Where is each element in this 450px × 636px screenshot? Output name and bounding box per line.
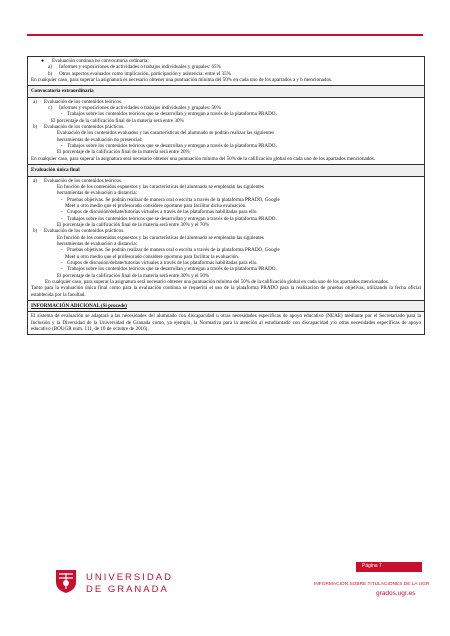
list-marker: b) (33, 124, 38, 131)
header-rule (27, 34, 423, 36)
list-marker: b) (33, 228, 38, 235)
university-name-line1: UNIVERSIDAD (86, 572, 173, 583)
section-body (28, 311, 424, 334)
line-text: El porcentaje de la calificación final de la materia será entre 20% (57, 149, 190, 156)
line-text: herramientas de evaluación a distancia: (57, 240, 138, 247)
bullet-icon: - (61, 111, 63, 118)
text-line (31, 156, 421, 162)
section-heading: INFORMACIÓN ADICIONAL (Si procede) (28, 300, 424, 311)
section-heading: Convocatoria extraordinaria (28, 85, 424, 96)
line-text: Trabajos sobre los contenidos teóricos que se desarrollan y entregan a través de la plataforma PRADO. (67, 266, 277, 273)
text-line (31, 313, 421, 332)
line-text: Tanto para la evaluación única final como para la evaluación continua se requerirá el uso de la plataforma PRADO para la realización de pruebas objetivas, utilizando la fecha oficial establecida por la facultad. (31, 285, 421, 298)
bullet-icon: - (61, 196, 63, 203)
section-body (28, 97, 424, 164)
line-text: Grupos de discusión/debate/tutorías virtuales a través de las plataformas habilitadas para ello. (67, 209, 258, 216)
bullet-icon: ● (41, 58, 45, 64)
text-line (31, 285, 421, 298)
line-text: Trabajos sobre los contenidos teóricos que se desarrollan y entregan a través de la plataforma PRADO. (67, 215, 277, 222)
line-text: En función de los contenidos expuestos y las características del alumnado se emplearán las siguientes (57, 234, 264, 241)
line-text: Evaluación de los contenidos evaluados y las características del alumnado se podrán realizar las siguientes (57, 130, 274, 137)
line-text: herramientas de evaluación a distancia: (57, 190, 138, 197)
line-text: Grupos de discusión/debate/tutorías virtuales a través de las plataformas habilitadas para ello. (67, 259, 258, 266)
line-text: Pruebas objetivas. Se podrán realizar de manera oral o escrita a través de la plataforma PRADO, Google (67, 196, 280, 203)
line-text: En cualquier caso, para superar la asignatura será necesario obtener una puntuación mínima del 50% de la calificación global en cada uno de los apartados mencionados. (31, 155, 376, 162)
line-text: Meet u otro medio que el profesorado considere oportuno para facilitar la evaluación. (65, 253, 240, 260)
line-text: Evaluación de los contenidos prácticos. (44, 124, 125, 131)
list-marker: a) (33, 177, 37, 184)
line-text: Trabajos sobre los contenidos teóricos que se desarrollan y entregan a través de la plataforma PRADO. (67, 143, 277, 150)
line-text: Evaluación de los contenidos prácticos. (44, 228, 125, 235)
list-marker: a) (33, 98, 37, 105)
line-text: El sistema de evaluación se adaptará a las necesidades del alumnado con discapacidad u otras necesidades específicas de apoyo educativo (NEAE) mediante por el Secretariado para la Inclusión y la Diversidad de la Universidad de Granada como, ya ejemplo, la Normativa para la atención al estudiantado con discapacidad y/o otras necesidades específicas de apoyo educativo (BOUGR núm. 111, de 10 de octubre de 2016). (31, 313, 421, 333)
university-name-line2: DE GRANADA (86, 584, 169, 595)
bullet-icon: - (61, 259, 63, 266)
bullet-icon: - (61, 143, 63, 150)
line-text: El porcentaje de la calificación final de la materia será entre 30% (51, 117, 184, 124)
line-text: En cualquier caso, para superar la asignatura será necesario obtener una puntuación mínima del 50% de la calificación global en cada uno de los apartados mencionados. (45, 279, 390, 285)
bullet-icon: - (61, 209, 63, 216)
line-text: Informes y exposiciones de actividades o trabajos individuales y grupales: 50% (59, 105, 221, 112)
line-text: En función de los contenidos expuestos y las características del alumnado se emplearán las siguientes (57, 183, 264, 190)
line-text: Otros aspectos evaluados como implicación, participación y asistencia: entre el 35% (59, 70, 231, 77)
line-text: Meet u otro medio que el profesorado considere oportuno para facilitar dicha evaluación. (65, 202, 247, 209)
line-text: En cualquier caso, para superar la asignatura es necesario obtener una puntuación mínima del 50% en cada uno de los apartados a y b mencionados. (31, 77, 333, 84)
line-text: Trabajos sobre los contenidos teóricos que se desarrollan y entregan a través de la plataforma PRADO. (67, 111, 277, 118)
line-text: Evaluación de los contenidos teóricos. (44, 98, 123, 105)
section-heading: Evaluación única final (28, 164, 424, 175)
line-text: herramientas de evaluación no presencial: (57, 136, 143, 143)
line-text: El porcentaje de la calificación final de la materia será entre 30% y el 70% (57, 221, 210, 228)
bullet-icon: - (61, 247, 63, 254)
line-text: Pruebas objetivas. Se podrán realizar de manera oral o escrita a través de la plataforma PRADO, Google (67, 247, 280, 254)
line-text: El porcentaje de la calificación final de la materia será entre 30% y el 50% (57, 272, 210, 279)
page-number: Página 7 (362, 563, 382, 569)
line-text: Evaluación de los contenidos teóricos. (44, 177, 123, 184)
bullet-icon: - (61, 215, 63, 222)
list-marker: c) (48, 105, 52, 112)
list-marker: b) (48, 70, 53, 77)
evaluation-table (27, 56, 425, 335)
page-footer (0, 560, 450, 600)
line-text: Informes y exposiciones de actividades o trabajos individuales y grupales: 65% (59, 64, 221, 71)
university-crest-icon (54, 568, 78, 594)
text-line (31, 77, 421, 83)
bullet-icon: - (61, 266, 63, 273)
footer-info-text: INFORMACIÓN SOBRE TITULACIONES DE LA UGR (314, 582, 430, 587)
list-marker: a) (48, 64, 52, 71)
section-body (28, 57, 424, 85)
footer-url-link[interactable]: grados.ugr.es (376, 590, 416, 597)
line-text: Evaluación continua no convocatoria ordinaria: (52, 58, 149, 64)
section-body (28, 176, 424, 301)
